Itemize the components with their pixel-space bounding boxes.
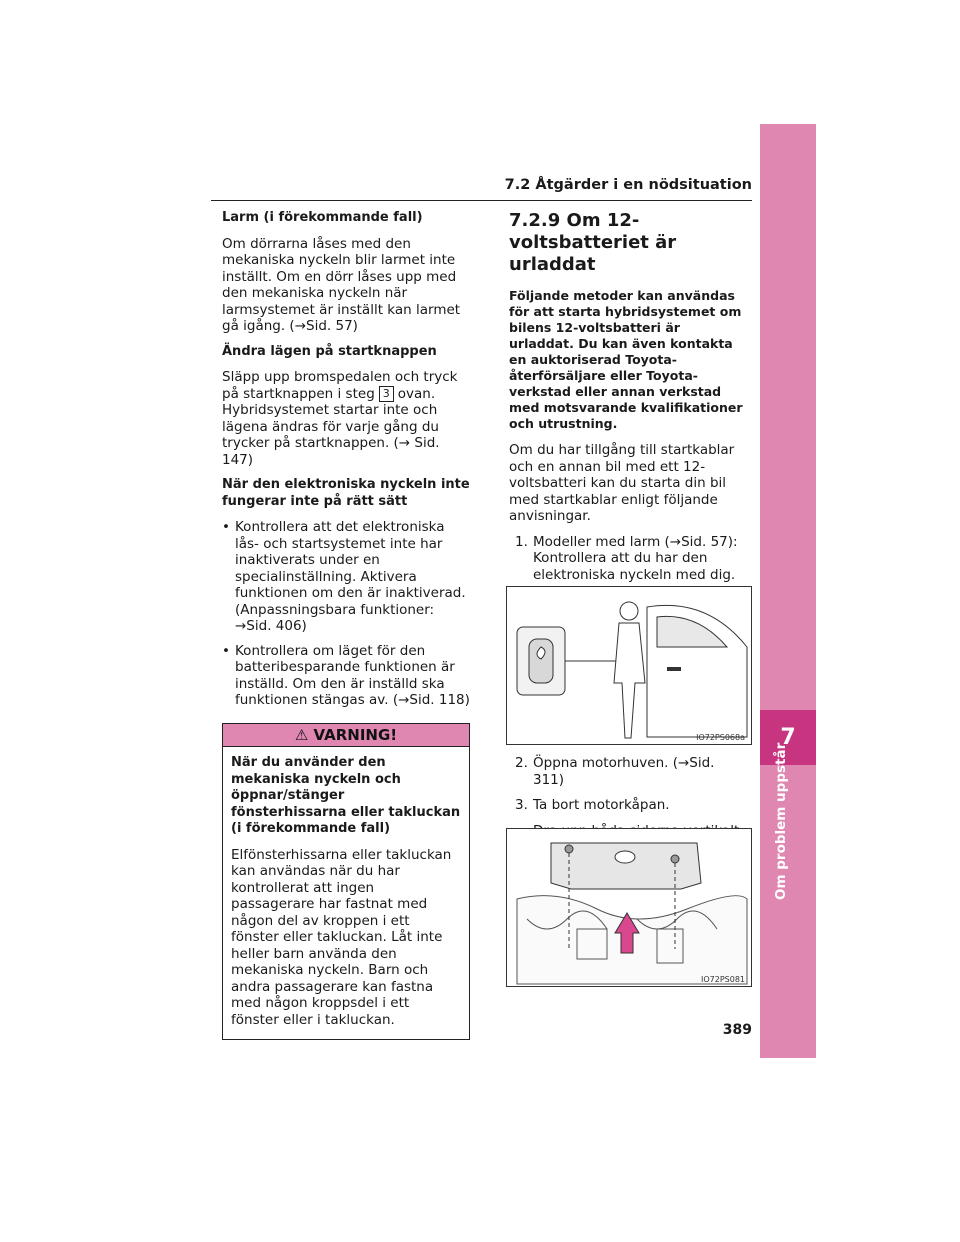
list-item: • Kontrollera om läget för den batteribesparande funktionen är inställd. Om den är inställd ska funktionen stängas av. (→Sid. 118)	[222, 642, 470, 708]
intro-text: Om du har tillgång till startkablar och en annan bil med ett 12-voltsbatteri kan du starta din bil med startkablar enligt följande anvisningar.	[509, 442, 735, 524]
figure-code: IO72PS068a	[696, 733, 745, 742]
chapter-number: 7	[760, 710, 816, 765]
key-heading: När den elektroniska nyckeln inte fungerar inte på rätt sätt	[222, 477, 470, 509]
alarm-heading: Larm (i förekommande fall)	[222, 210, 423, 225]
warning-text: Elfönsterhissarna eller takluckan kan användas när du har kontrollerat att ingen passagerare har fastnat med någon del av kroppen i ett fönster eller takluckan. Låt inte heller barn använda den mekaniska nyckeln. Barn och andra passagerare kan fastna med någon kroppsdel i ett fönster eller i takluckan.	[231, 846, 452, 1028]
warning-subtitle: När du använder den mekaniska nyckeln och öppnar/stänger fönsterhissarna eller takluckan (i förekommande fall)	[231, 755, 461, 836]
figure-engine-cover	[506, 828, 752, 987]
alarm-text: Om dörrarna låses med den mekaniska nyckeln blir larmet inte inställt. Om en dörr låses upp med den mekaniska nyckeln när larmsystemet är inställt kan larmet gå igång. (→Sid. 57)	[222, 235, 461, 334]
step-ref-box: 3	[379, 386, 394, 402]
list-item: • Kontrollera att det elektroniska lås- och startsystemet inte har inaktiverats under en specialinställning. Aktivera funktionen om den är inaktiverad. (Anpassningsbara funktioner: →Sid. 406)	[222, 519, 466, 634]
mode-heading: Ändra lägen på startknappen	[222, 343, 437, 359]
header-rule	[211, 200, 752, 201]
warning-icon: ⚠	[294, 725, 309, 744]
mode-text: Släpp upp bromspedalen och tryck på startknappen i steg 3 ovan. Hybridsystemet startar inte och lägena ändras för varje gång du trycker på startknappen. (→ Sid. 147)	[222, 369, 458, 468]
step-2: 2. Öppna motorhuven. (→Sid. 311)	[515, 755, 715, 788]
chapter-tab	[760, 124, 816, 1058]
step-1: 1. Modeller med larm (→Sid. 57): Kontrollera att du har den elektroniska nyckeln med dig.	[515, 533, 738, 583]
chapter-label: Om problem uppstår	[773, 742, 789, 900]
warning-box	[222, 723, 470, 1041]
lead-text: Följande metoder kan användas för att starta hybridsystemet om bilens 12-voltsbatteri är urladdat. Du kan även kontakta en auktoriserad Toyota-återförsäljare eller Toyota-verkstad eller annan verkstad med motsvarande kvalifikationer och utrustning.	[509, 288, 743, 431]
section-title: 7.2.9 Om 12-voltsbatteriet är urladdat	[509, 210, 677, 275]
running-header: 7.2 Åtgärder i en nödsituation	[504, 177, 752, 193]
page-number: 389	[722, 1022, 752, 1038]
left-column	[222, 210, 470, 1040]
figure-key-door	[506, 586, 752, 745]
figure-code: IO72PS081	[700, 975, 745, 984]
warning-header: ⚠ VARNING!	[223, 724, 469, 748]
step-3: 3. Ta bort motorkåpan.	[515, 797, 670, 813]
person-at-door-illustration	[507, 587, 751, 744]
engine-cover-illustration	[507, 829, 751, 986]
